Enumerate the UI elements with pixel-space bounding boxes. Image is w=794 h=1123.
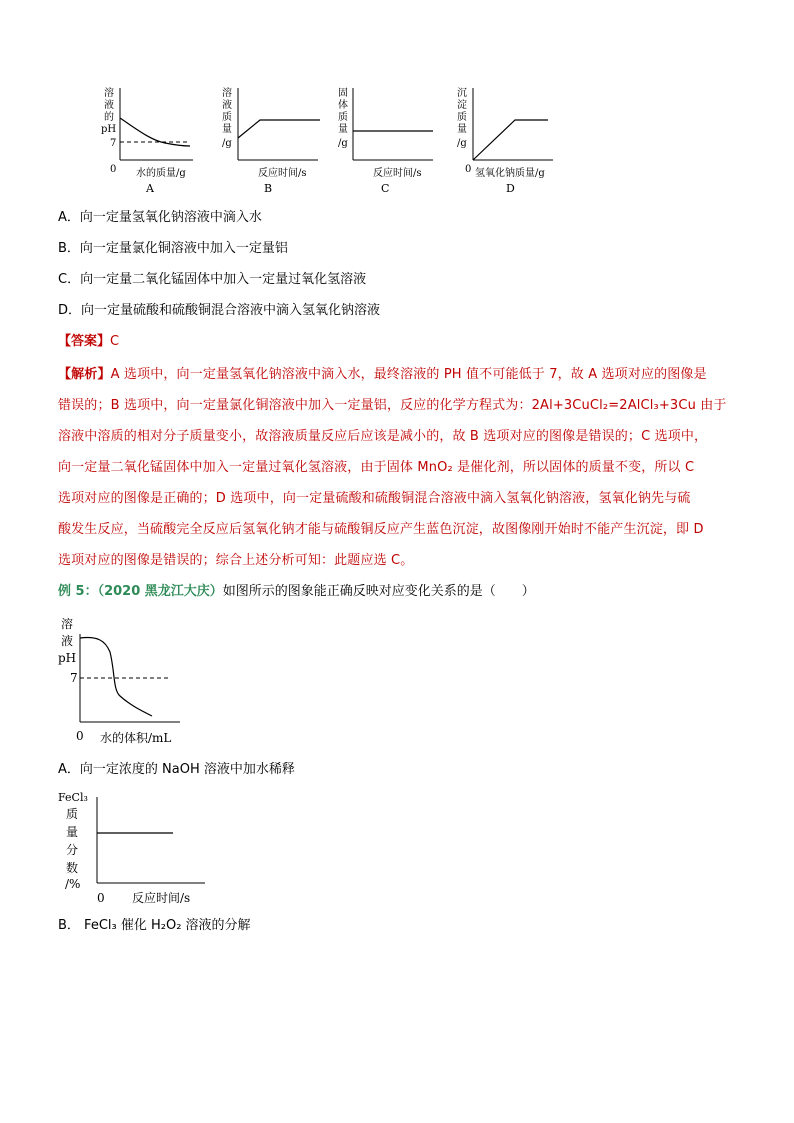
example-5-source: （2020 黑龙江大庆） bbox=[97, 584, 223, 599]
ph-chart-origin: 0 bbox=[76, 729, 84, 743]
option-c: C．向一定量二氧化锰固体中加入一定量过氧化氢溶液 bbox=[58, 272, 367, 287]
chart-c-ylabel-2: 体 bbox=[338, 100, 348, 111]
fecl3-chart-ylabel-3: 量 bbox=[66, 825, 79, 839]
chart-c-ylabel-3: 质 bbox=[338, 112, 348, 123]
ph-chart-curve bbox=[80, 638, 152, 716]
fecl3-chart-xlabel: 反应时间/s bbox=[132, 891, 191, 905]
chart-c-ylabel-1: 固 bbox=[338, 88, 348, 99]
fecl3-chart bbox=[55, 785, 215, 910]
explanation-line-3: 溶液中溶质的相对分子质量变小，故溶液质量反应后应该是减小的，故 B 选项对应的图像是错误的；C 选项中， bbox=[58, 429, 708, 444]
chart-d-ylabel-4: 量 bbox=[457, 124, 467, 135]
option-d: D．向一定量硫酸和硫酸铜混合溶液中滴入氢氧化钠溶液 bbox=[58, 303, 381, 318]
answer-label: 【答案】 bbox=[58, 334, 111, 349]
ph-chart-ylabel-1: 溶 bbox=[61, 617, 74, 631]
example-5-text: 如图所示的图象能正确反映对应变化关系的是（ ） bbox=[222, 584, 535, 599]
fecl3-chart-ylabel-1: FeCl₃ bbox=[58, 791, 88, 804]
option-5b: B． FeCl₃ 催化 H₂O₂ 溶液的分解 bbox=[58, 918, 251, 933]
explanation-line-2: 错误的；B 选项中，向一定量氯化铜溶液中加入一定量铝，反应的化学方程式为：2Al+3CuCl₂=2AlCl₃+3Cu 由于 bbox=[58, 398, 727, 413]
chart-c-unit: /g bbox=[338, 138, 348, 149]
chart-b-ylabel-2: 液 bbox=[222, 100, 232, 111]
chart-a-ylabel-2: 液 bbox=[104, 100, 114, 111]
explanation-line-6: 酸发生反应，当硫酸完全反应后氢氧化钠才能与硫酸铜反应产生蓝色沉淀，故图像刚开始时不能产生沉淀，即 D bbox=[58, 522, 704, 537]
chart-a-tick-7: 7 bbox=[110, 138, 117, 149]
chart-d-line bbox=[473, 120, 548, 160]
example-5-question bbox=[58, 584, 535, 600]
chart-a-origin: 0 bbox=[110, 164, 117, 175]
ph-chart-ylabel-3: pH bbox=[58, 651, 77, 665]
chart-a-xlabel: 水的质量/g bbox=[136, 168, 186, 179]
chart-d-origin: 0 bbox=[465, 164, 472, 175]
chart-c-ylabel-4: 量 bbox=[338, 124, 348, 135]
chart-b-xlabel: 反应时间/s bbox=[258, 168, 307, 179]
chart-b-ylabel-4: 量 bbox=[222, 124, 232, 135]
explanation-line-4: 向一定量二氧化锰固体中加入一定量过氧化氢溶液，由于固体 MnO₂ 是催化剂，所以固体的质量不变，所以 C bbox=[58, 460, 695, 475]
chart-a-ylabel-3: 的 bbox=[104, 112, 114, 123]
chart-d-unit: /g bbox=[457, 138, 467, 149]
explanation-label: 【解析】 bbox=[58, 367, 111, 382]
explanation-line-5: 选项对应的图像是正确的；D 选项中，向一定量硫酸和硫酸铜混合溶液中滴入氢氧化钠溶液，氢氧化钠先与硫 bbox=[58, 491, 691, 506]
chart-d-ylabel-1: 沉 bbox=[457, 88, 467, 99]
explanation-line-1 bbox=[58, 367, 707, 383]
chart-a-ylabel-1: 溶 bbox=[104, 88, 114, 99]
fecl3-chart-ylabel-6: /% bbox=[65, 877, 81, 891]
top-charts-figure bbox=[95, 80, 575, 200]
chart-d-xlabel: 氢氧化钠质量/g bbox=[475, 168, 545, 179]
fecl3-chart-ylabel-5: 数 bbox=[66, 861, 79, 875]
fecl3-chart-ylabel-4: 分 bbox=[66, 843, 79, 857]
chart-d-ylabel-3: 质 bbox=[457, 112, 467, 123]
option-5a: A．向一定浓度的 NaOH 溶液中加水稀释 bbox=[58, 762, 295, 777]
chart-d-letter: D bbox=[506, 182, 515, 195]
ph-chart-xlabel: 水的体积/mL bbox=[100, 731, 172, 745]
option-b: B．向一定量氯化铜溶液中加入一定量铝 bbox=[58, 241, 288, 256]
chart-b-ylabel-1: 溶 bbox=[222, 88, 232, 99]
answer-value: C bbox=[110, 334, 120, 349]
option-a: A．向一定量氢氧化钠溶液中滴入水 bbox=[58, 210, 262, 225]
chart-c-xlabel: 反应时间/s bbox=[373, 168, 422, 179]
chart-d bbox=[457, 87, 553, 195]
chart-b-line bbox=[238, 120, 320, 138]
explanation-text-1: A 选项中，向一定量氢氧化钠溶液中滴入水，最终溶液的 PH 值不可能低于 7，故 A 选项对应的图像是 bbox=[110, 367, 707, 382]
chart-b-letter: B bbox=[264, 182, 273, 195]
example-5-label: 例 5： bbox=[58, 584, 98, 599]
fecl3-chart-ylabel-2: 质 bbox=[66, 807, 79, 821]
chart-a-letter: A bbox=[146, 182, 154, 195]
answer bbox=[58, 334, 119, 350]
chart-b-unit: /g bbox=[222, 138, 232, 149]
chart-a bbox=[101, 86, 193, 195]
fecl3-chart-origin: 0 bbox=[97, 891, 105, 905]
chart-b bbox=[222, 86, 320, 195]
explanation-line-7: 选项对应的图像是错误的；综合上述分析可知：此题应选 C。 bbox=[58, 553, 414, 568]
chart-c bbox=[338, 87, 433, 195]
chart-b-ylabel-3: 质 bbox=[222, 112, 232, 123]
chart-c-letter: C bbox=[381, 182, 390, 195]
ph-chart-tick-7: 7 bbox=[70, 671, 78, 685]
chart-d-ylabel-2: 淀 bbox=[457, 100, 467, 111]
ph-chart bbox=[55, 612, 195, 752]
ph-chart-ylabel-2: 液 bbox=[61, 634, 74, 648]
chart-a-ylabel-4: pH bbox=[101, 124, 117, 135]
